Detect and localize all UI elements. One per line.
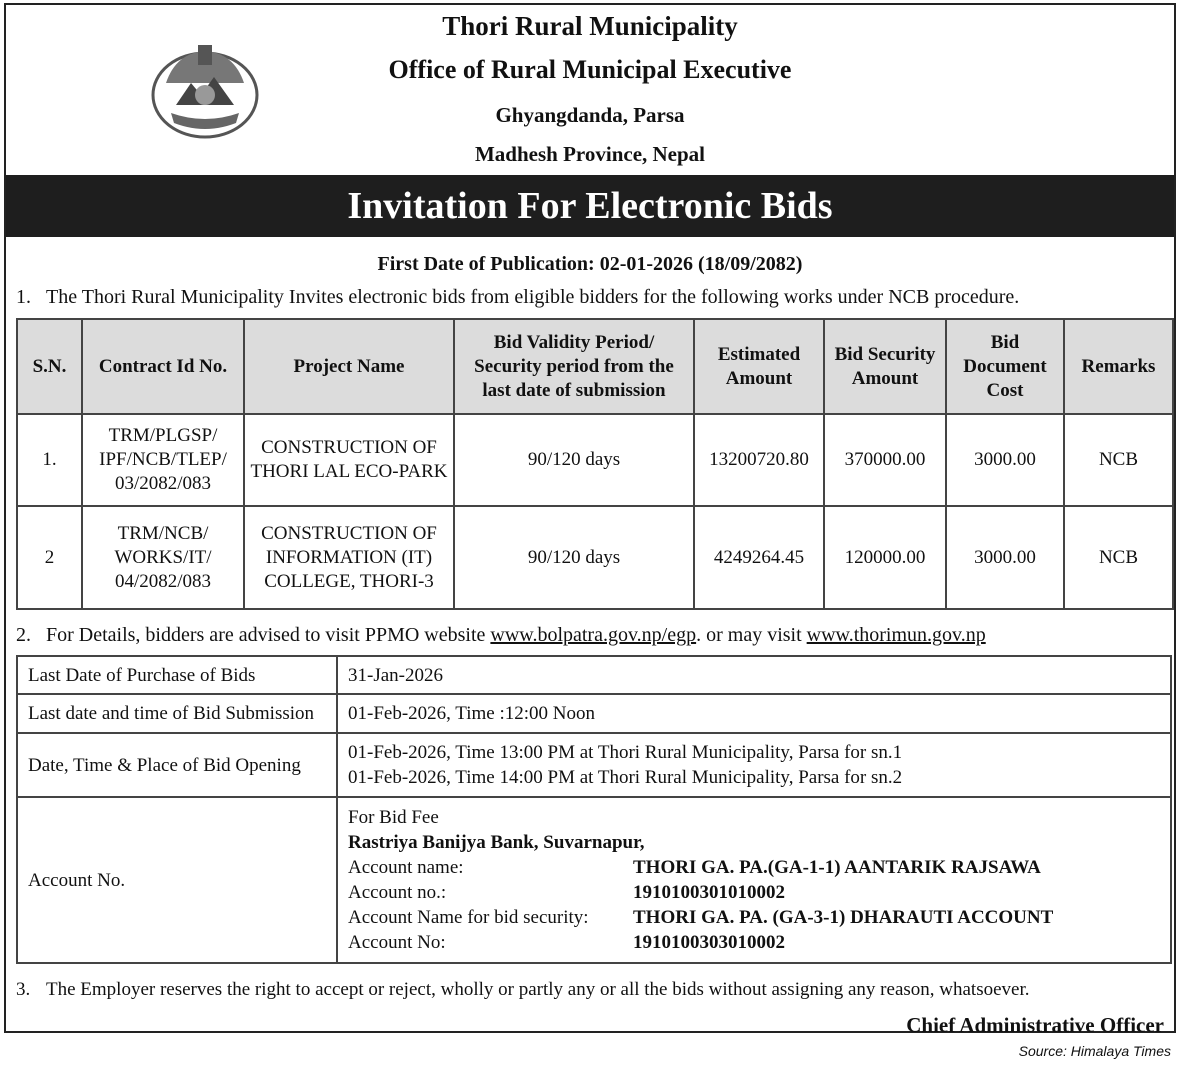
opening-value	[337, 733, 1171, 797]
header-doc-cost: Bid Document Cost	[946, 319, 1064, 414]
cell-doc-cost: 3000.00	[946, 414, 1064, 506]
submission-value: 01-Feb-2026, Time :12:00 Noon	[337, 694, 1171, 733]
paragraph-number: 1.	[16, 286, 31, 308]
security-account-name-value: THORI GA. PA. (GA-3-1) DHARAUTI ACCOUNT	[633, 907, 1054, 928]
office-province: Madhesh Province, Nepal	[474, 142, 706, 166]
purchase-date-value: 31-Jan-2026	[337, 656, 1171, 694]
table-row	[17, 797, 1171, 963]
header-remarks: Remarks	[1064, 319, 1173, 414]
header-estimated-amount: Estimated Amount	[694, 319, 824, 414]
opening-label: Date, Time & Place of Bid Opening	[17, 733, 337, 797]
cell-sn: 1.	[17, 414, 82, 506]
cell-estimated-amount: 4249264.45	[694, 506, 824, 609]
bolpatra-link[interactable]: www.bolpatra.gov.np/egp	[490, 624, 697, 646]
account-grid	[348, 855, 1160, 955]
header-bid-validity: Bid Validity Period/ Security period from the last date of submission	[454, 319, 694, 414]
office-location: Ghyangdanda, Parsa	[495, 103, 685, 127]
table-row	[17, 506, 1173, 609]
paragraph-text: . or may visit	[696, 624, 802, 646]
paragraph-3	[16, 979, 1030, 1001]
notice-title: Invitation For Electronic Bids	[6, 175, 1174, 237]
notice-frame	[4, 3, 1176, 1037]
municipality-name: Thori Rural Municipality	[442, 11, 738, 41]
bids-table	[16, 318, 1174, 610]
paragraph-number: 3.	[16, 979, 31, 1000]
office-name: Office of Rural Municipal Executive	[388, 55, 792, 84]
notice-header	[6, 5, 1174, 175]
thorimun-link[interactable]: www.thorimun.gov.np	[806, 624, 986, 646]
purchase-date-label: Last Date of Purchase of Bids	[17, 656, 337, 694]
header-project-name: Project Name	[244, 319, 454, 414]
cell-estimated-amount: 13200720.80	[694, 414, 824, 506]
bid-info-table	[16, 655, 1172, 964]
paragraph-number: 2.	[16, 624, 31, 646]
cell-bid-validity: 90/120 days	[454, 414, 694, 506]
account-no-label: Account no.:	[348, 882, 447, 903]
header-contract-id: Contract Id No.	[82, 319, 244, 414]
table-row	[17, 414, 1173, 506]
cell-project-name: CONSTRUCTION OF INFORMATION (IT) COLLEGE, THORI-3	[244, 506, 454, 609]
source-credit: Source: Himalaya Times	[1018, 1043, 1171, 1059]
header-sn: S.N.	[17, 319, 82, 414]
bids-table-header	[17, 319, 1173, 414]
account-details	[337, 797, 1171, 963]
cell-doc-cost: 3000.00	[946, 506, 1064, 609]
opening-line-1: 01-Feb-2026, Time 13:00 PM at Thori Rural Municipality, Parsa for sn.1	[348, 742, 903, 763]
cell-bid-validity: 90/120 days	[454, 506, 694, 609]
account-label: Account No.	[17, 797, 337, 963]
signature: Chief Administrative Officer	[906, 1013, 1164, 1037]
account-name-label: Account name:	[348, 857, 464, 878]
cell-remarks: NCB	[1064, 506, 1173, 609]
cell-bid-security: 370000.00	[824, 414, 946, 506]
paragraph-1	[16, 286, 1019, 309]
publication-date: First Date of Publication: 02-01-2026 (18/09/2082)	[377, 253, 803, 275]
account-name-value: THORI GA. PA.(GA-1-1) AANTARIK RAJSAWA	[633, 857, 1041, 878]
cell-remarks: NCB	[1064, 414, 1173, 506]
paragraph-text: For Details, bidders are advised to visit PPMO website	[46, 624, 486, 646]
cell-contract-id: TRM/NCB/ WORKS/IT/ 04/2082/083	[82, 506, 244, 609]
cell-project-name: CONSTRUCTION OF THORI LAL ECO-PARK	[244, 414, 454, 506]
account-no-value: 1910100301010002	[633, 882, 785, 903]
header-bid-security: Bid Security Amount	[824, 319, 946, 414]
bank-name: Rastriya Banijya Bank, Suvarnapur,	[348, 832, 645, 853]
cell-bid-security: 120000.00	[824, 506, 946, 609]
opening-line-2: 01-Feb-2026, Time 14:00 PM at Thori Rural Municipality, Parsa for sn.2	[348, 767, 903, 788]
paragraph-text: The Thori Rural Municipality Invites electronic bids from eligible bidders for the following works under NCB procedure.	[46, 286, 1020, 308]
paragraph-2	[16, 624, 986, 647]
submission-label: Last date and time of Bid Submission	[17, 694, 337, 733]
table-row	[17, 733, 1171, 797]
security-account-name-label: Account Name for bid security:	[348, 907, 589, 928]
security-account-no-label: Account No:	[348, 932, 446, 953]
paragraph-text: The Employer reserves the right to accept or reject, wholly or partly any or all the bids without assigning any reason, whatsoever.	[46, 979, 1030, 1000]
cell-contract-id: TRM/PLGSP/ IPF/NCB/TLEP/ 03/2082/083	[82, 414, 244, 506]
bid-fee-label: For Bid Fee	[348, 807, 439, 828]
table-row	[17, 694, 1171, 733]
table-row	[17, 656, 1171, 694]
security-account-no-value: 1910100303010002	[633, 932, 785, 953]
cell-sn: 2	[17, 506, 82, 609]
